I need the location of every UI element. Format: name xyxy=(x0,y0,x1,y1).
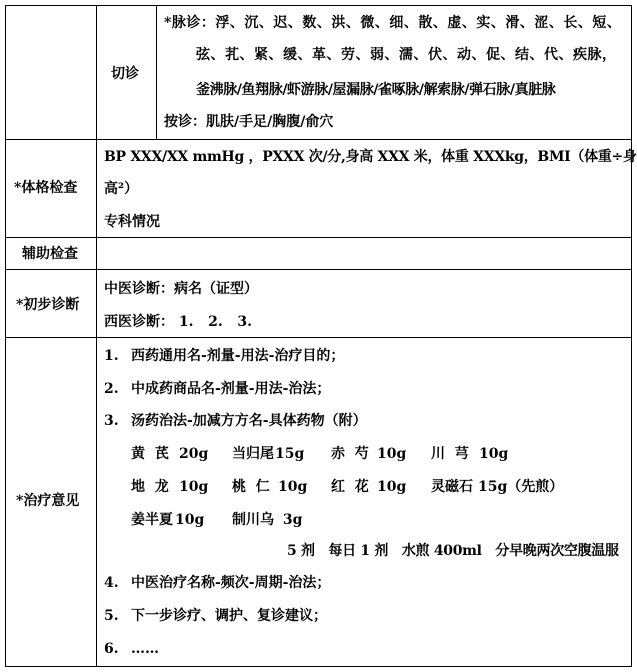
initial-diagnosis-label: *初步诊断 xyxy=(16,297,80,313)
pulse-diagnosis-line-1: *脉诊：浮、沉、迟、数、洪、微、细、散、虚、实、滑、涩、长、短、 xyxy=(164,15,622,31)
table-border-top xyxy=(5,5,632,6)
treatment-item-text: 汤药治法-加减方方名-具体药物（附） xyxy=(131,413,367,429)
herb-name: 赤 芍 xyxy=(331,446,369,462)
aux-exam-label: 辅助检查 xyxy=(22,246,78,262)
treatment-item-text: …… xyxy=(131,641,159,657)
herb-name: 地 龙 xyxy=(131,479,169,495)
herb-name: 灵磁石 xyxy=(431,479,473,495)
row-divider xyxy=(5,269,632,270)
herb-dose: 20g xyxy=(179,446,209,462)
herb-name: 黄 芪 xyxy=(131,446,169,462)
label-column-divider xyxy=(96,5,97,667)
physical-exam-vitals-cont: 高²） xyxy=(104,181,139,197)
treatment-item-number: 4. xyxy=(104,575,119,591)
herb-dose: 10g xyxy=(479,446,509,462)
qiezhen-label: 切诊 xyxy=(111,66,139,82)
specialty-findings: 专科情况 xyxy=(104,214,160,230)
herb-name: 桃 仁 xyxy=(232,479,270,495)
treatment-item-number: 2. xyxy=(104,381,119,397)
physical-exam-vitals: BP XXX/XX mmHg ，PXXX 次/分,身高 XXX 米，体重 XXXkg，BMI（体重÷身 xyxy=(104,149,637,165)
herb-dose: 3g xyxy=(278,512,303,528)
herb-name: 川 芎 xyxy=(431,446,469,462)
sub-label-divider xyxy=(156,5,157,139)
treatment-label: *治疗意见 xyxy=(16,493,80,509)
row-divider xyxy=(5,237,632,238)
treatment-item-text: 下一步诊疗、调护、复诊建议； xyxy=(131,608,327,624)
treatment-item-number: 5. xyxy=(104,608,119,624)
treatment-item-number: 6. xyxy=(104,641,119,657)
herb-dose: 10g xyxy=(377,479,407,495)
treatment-item-number: 1. xyxy=(104,348,119,364)
table-border-right xyxy=(631,5,632,667)
palpation-line: 按诊：肌肤/手足/胸腹/俞穴 xyxy=(164,114,334,130)
herb-dose: 10g xyxy=(175,512,205,528)
pulse-diagnosis-line-2: 弦、芤、紧、缓、革、劳、弱、濡、伏、动、促、结、代、疾脉， xyxy=(196,47,617,63)
herb-dose: 10g xyxy=(377,446,407,462)
pulse-diagnosis-line-3: 釜沸脉/鱼翔脉/虾游脉/屋漏脉/雀啄脉/解索脉/弹石脉/真脏脉 xyxy=(196,82,556,98)
herb-dose: 10g xyxy=(278,479,308,495)
herb-name: 姜半夏 xyxy=(131,512,173,528)
row-divider xyxy=(5,139,632,140)
tcm-diagnosis: 中医诊断：病名（证型） xyxy=(104,281,258,297)
herb-dose: 15g（先煎） xyxy=(478,479,564,495)
treatment-item-text: 中医治疗名称-频次-周期-治法； xyxy=(131,575,331,591)
herb-name: 制川乌 xyxy=(232,512,274,528)
treatment-item-text: 中成药商品名-剂量-用法-治法； xyxy=(131,381,331,397)
treatment-item-number: 3. xyxy=(104,413,119,429)
herb-dose: 10g xyxy=(179,479,209,495)
herb-dose: 15g xyxy=(275,446,305,462)
herb-name: 当归尾 xyxy=(232,446,274,462)
herb-name: 红 花 xyxy=(331,479,369,495)
row-divider xyxy=(5,337,632,338)
table-border-left xyxy=(5,5,6,667)
western-diagnosis: 西医诊断： 1. 2. 3. xyxy=(104,314,252,330)
dosage-instructions: 5 剂 每日 1 剂 水煎 400ml 分早晚两次空腹温服 xyxy=(287,543,619,559)
treatment-item-text: 西药通用名-剂量-用法-治疗目的； xyxy=(131,348,345,364)
table-border-bottom xyxy=(5,666,632,667)
physical-exam-label: *体格检查 xyxy=(14,180,78,196)
